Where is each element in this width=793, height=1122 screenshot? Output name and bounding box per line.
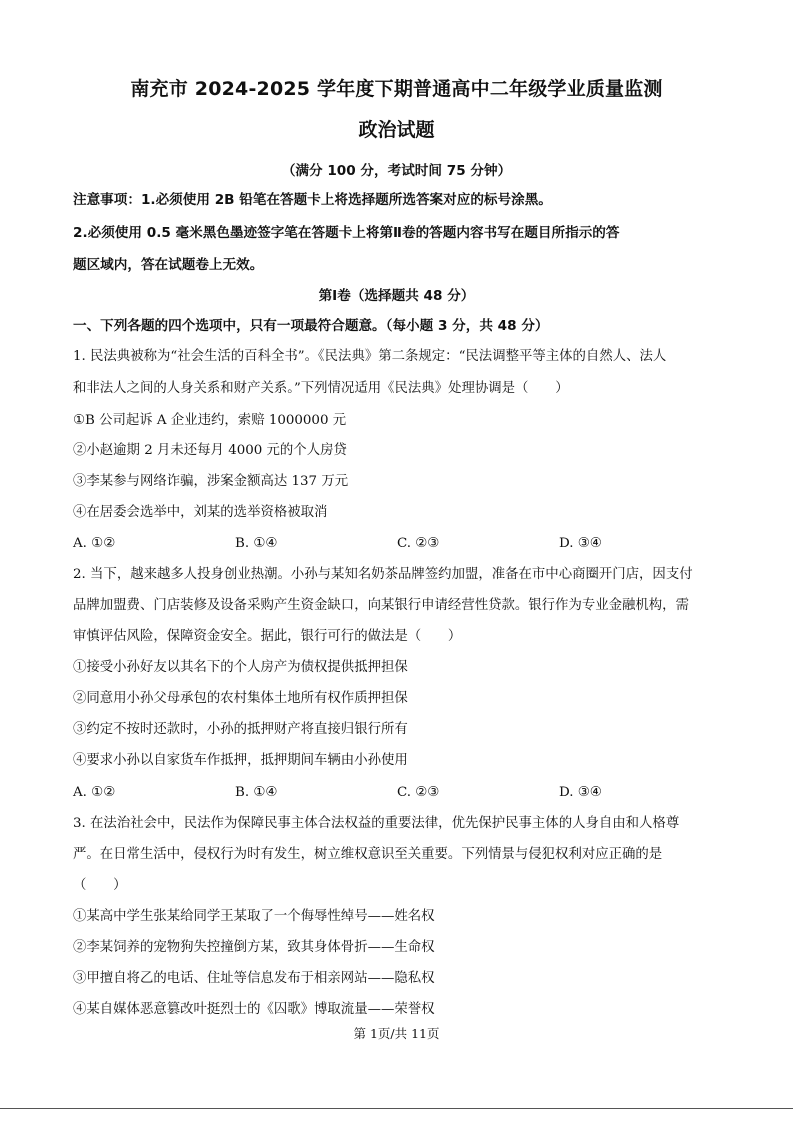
exam-title: 南充市 2024-2025 学年度下期普通高中二年级学业质量监测 [130, 78, 663, 100]
question-1-options [73, 535, 733, 553]
question-3-stem-line-1: 3. 在法治社会中，民法作为保障民事主体合法权益的重要法律，优先保护民事主体的人身自由和人格尊 [73, 816, 680, 831]
score-info: （满分 100 分，考试时间 75 分钟） [281, 163, 512, 179]
question-3-item-2: ②李某饲养的宠物狗失控撞倒方某，致其身体骨折——生命权 [73, 940, 435, 955]
question-2-item-1: ①接受小孙好友以其名下的个人房产为债权提供抵押担保 [73, 660, 408, 675]
question-3-stem-line-2: 严。在日常生活中，侵权行为时有发生，树立维权意识至关重要。下列情景与侵犯权利对应正确的是 [73, 847, 663, 862]
option-a: A. ①② [73, 536, 116, 551]
option-b: B. ①④ [235, 536, 278, 551]
question-1-item-3: ③李某参与网络诈骗，涉案金额高达 137 万元 [73, 474, 349, 489]
question-3-item-4: ④某自媒体恶意篡改叶挺烈士的《囚歌》博取流量——荣誉权 [73, 1002, 435, 1017]
question-2-stem-line-2: 品牌加盟费、门店装修及设备采购产生资金缺口，向某银行申请经营性贷款。银行作为专业金融机构，需 [73, 598, 689, 613]
question-3-item-3: ③甲擅自将乙的电话、住址等信息发布于相亲网站——隐私权 [73, 971, 435, 986]
question-1-stem-line-2: 和非法人之间的人身关系和财产关系。”下列情况适用《民法典》处理协调是（ ） [73, 381, 569, 396]
page-number: 第 1页/共 11页 [353, 1026, 440, 1041]
option-a: A. ①② [73, 785, 116, 800]
volume-title: 第Ⅰ卷（选择题共 48 分） [318, 288, 475, 304]
question-3-item-1: ①某高中学生张某给同学王某取了一个侮辱性绰号——姓名权 [73, 909, 435, 924]
option-d: D. ③④ [559, 536, 602, 551]
question-2-stem-line-3: 审慎评估风险，保障资金安全。据此，银行可行的做法是（ ） [73, 629, 462, 644]
exam-subtitle: 政治试题 [358, 119, 435, 141]
question-2-item-3: ③约定不按时还款时，小孙的抵押财产将直接归银行所有 [73, 722, 408, 737]
question-1-stem-line-1: 1. 民法典被称为“社会生活的百科全书”。《民法典》第二条规定：“民法调整平等主体的自然人、法人 [73, 349, 667, 364]
question-1-item-4: ④在居委会选举中，刘某的选举资格被取消 [73, 505, 328, 520]
question-1-item-1: ①B 公司起诉 A 企业违约，索赔 1000000 元 [73, 413, 347, 428]
notes-line-2: 2.必须使用 0.5 毫米黑色墨迹签字笔在答题卡上将第Ⅱ卷的答题内容书写在题目所指示的答 [73, 225, 620, 241]
question-2-item-2: ②同意用小孙父母承包的农村集体土地所有权作质押担保 [73, 691, 408, 706]
option-c: C. ②③ [397, 536, 440, 551]
question-1-item-2: ②小赵逾期 2 月未还每月 4000 元的个人房贷 [73, 443, 347, 458]
option-c: C. ②③ [397, 785, 440, 800]
question-2-options [73, 784, 733, 802]
question-2-stem-line-1: 2. 当下，越来越多人投身创业热潮。小孙与某知名奶茶品牌签约加盟，准备在市中心商圈开门店，因支付 [73, 567, 693, 582]
bottom-divider [0, 1108, 793, 1109]
question-2-item-4: ④要求小孙以自家货车作抵押，抵押期间车辆由小孙使用 [73, 753, 408, 768]
section-instruction: 一、下列各题的四个选项中，只有一项最符合题意。（每小题 3 分，共 48 分） [73, 318, 549, 334]
notes-line-3: 题区域内，答在试题卷上无效。 [73, 257, 264, 273]
question-3-stem-line-3: （ ） [73, 878, 127, 893]
option-d: D. ③④ [559, 785, 602, 800]
option-b: B. ①④ [235, 785, 278, 800]
notes-line-1: 注意事项：1.必须使用 2B 铅笔在答题卡上将选择题所选答案对应的标号涂黑。 [73, 192, 552, 208]
